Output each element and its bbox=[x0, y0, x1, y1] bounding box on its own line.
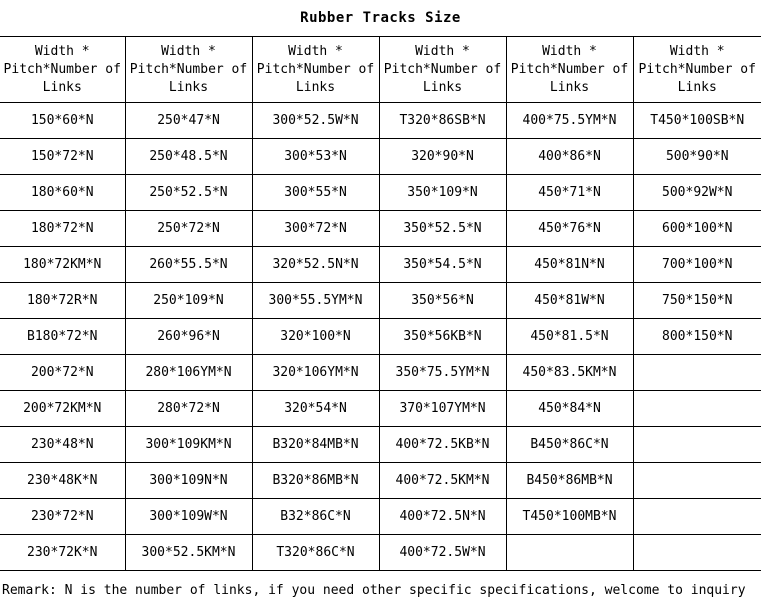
table-cell: 260*55.5*N bbox=[125, 247, 252, 283]
table-cell: 400*86*N bbox=[506, 139, 633, 175]
table-cell: 300*52.5W*N bbox=[252, 103, 379, 139]
table-cell: 450*81W*N bbox=[506, 283, 633, 319]
table-cell: 250*47*N bbox=[125, 103, 252, 139]
table-cell: 350*75.5YM*N bbox=[379, 355, 506, 391]
table-cell bbox=[506, 535, 633, 571]
table-cell: T450*100SB*N bbox=[633, 103, 761, 139]
column-header: Width * Pitch*Number of Links bbox=[252, 37, 379, 103]
table-cell: T320*86SB*N bbox=[379, 103, 506, 139]
table-cell: 600*100*N bbox=[633, 211, 761, 247]
table-cell: B450*86MB*N bbox=[506, 463, 633, 499]
table-cell: 400*72.5KB*N bbox=[379, 427, 506, 463]
remark-note: Remark: N is the number of links, if you need other specific specifications, welcome to inquiry bbox=[2, 583, 746, 598]
table-body bbox=[0, 103, 761, 571]
table-cell: 150*72*N bbox=[0, 139, 125, 175]
table-cell: 250*109*N bbox=[125, 283, 252, 319]
table-cell: 500*90*N bbox=[633, 139, 761, 175]
table-cell: 300*55*N bbox=[252, 175, 379, 211]
table-cell: 750*150*N bbox=[633, 283, 761, 319]
table-cell: 230*72K*N bbox=[0, 535, 125, 571]
table-cell: 300*109N*N bbox=[125, 463, 252, 499]
column-header: Width * Pitch*Number of Links bbox=[125, 37, 252, 103]
table-cell: 320*106YM*N bbox=[252, 355, 379, 391]
table-cell: 180*72R*N bbox=[0, 283, 125, 319]
table-cell: 250*48.5*N bbox=[125, 139, 252, 175]
table-cell: 320*100*N bbox=[252, 319, 379, 355]
table-row bbox=[0, 427, 761, 463]
table-cell: 450*84*N bbox=[506, 391, 633, 427]
table-cell: 300*52.5KM*N bbox=[125, 535, 252, 571]
table-cell: 700*100*N bbox=[633, 247, 761, 283]
table-cell: 180*72KM*N bbox=[0, 247, 125, 283]
table-cell: B320*86MB*N bbox=[252, 463, 379, 499]
table-cell: 350*56KB*N bbox=[379, 319, 506, 355]
column-header: Width * Pitch*Number of Links bbox=[0, 37, 125, 103]
table-cell: 370*107YM*N bbox=[379, 391, 506, 427]
table-cell bbox=[633, 355, 761, 391]
table-cell: 180*60*N bbox=[0, 175, 125, 211]
table-cell: 450*81.5*N bbox=[506, 319, 633, 355]
table-cell: 450*71*N bbox=[506, 175, 633, 211]
table-cell: 350*54.5*N bbox=[379, 247, 506, 283]
table-cell: 230*72*N bbox=[0, 499, 125, 535]
table-cell bbox=[633, 499, 761, 535]
table-cell bbox=[633, 535, 761, 571]
table-cell: T450*100MB*N bbox=[506, 499, 633, 535]
table-cell: 230*48K*N bbox=[0, 463, 125, 499]
table-cell: 280*72*N bbox=[125, 391, 252, 427]
table-cell: 450*83.5KM*N bbox=[506, 355, 633, 391]
table-cell: 350*52.5*N bbox=[379, 211, 506, 247]
table-cell: 300*109KM*N bbox=[125, 427, 252, 463]
table-cell: 300*55.5YM*N bbox=[252, 283, 379, 319]
table-cell: 180*72*N bbox=[0, 211, 125, 247]
table-row bbox=[0, 211, 761, 247]
table-cell: B320*84MB*N bbox=[252, 427, 379, 463]
table-cell: B180*72*N bbox=[0, 319, 125, 355]
table-cell: 450*81N*N bbox=[506, 247, 633, 283]
table-row bbox=[0, 175, 761, 211]
table-cell: 280*106YM*N bbox=[125, 355, 252, 391]
column-header: Width * Pitch*Number of Links bbox=[633, 37, 761, 103]
table-cell: 230*48*N bbox=[0, 427, 125, 463]
table-cell: 300*53*N bbox=[252, 139, 379, 175]
table-cell: 200*72KM*N bbox=[0, 391, 125, 427]
table-cell: 200*72*N bbox=[0, 355, 125, 391]
table-cell: 350*109*N bbox=[379, 175, 506, 211]
header-row bbox=[0, 37, 761, 103]
table-cell: 320*90*N bbox=[379, 139, 506, 175]
table-row bbox=[0, 103, 761, 139]
column-header: Width * Pitch*Number of Links bbox=[506, 37, 633, 103]
table-cell bbox=[633, 391, 761, 427]
table-cell: T320*86C*N bbox=[252, 535, 379, 571]
table-row bbox=[0, 283, 761, 319]
table-row bbox=[0, 355, 761, 391]
table-cell: 500*92W*N bbox=[633, 175, 761, 211]
table-cell: 300*109W*N bbox=[125, 499, 252, 535]
table-cell: 250*72*N bbox=[125, 211, 252, 247]
size-table bbox=[0, 36, 761, 571]
table-cell: B450*86C*N bbox=[506, 427, 633, 463]
table-row bbox=[0, 391, 761, 427]
table-cell: 400*72.5W*N bbox=[379, 535, 506, 571]
table-title: Rubber Tracks Size bbox=[300, 10, 461, 26]
table-cell bbox=[633, 463, 761, 499]
table-cell: 300*72*N bbox=[252, 211, 379, 247]
table-cell: 250*52.5*N bbox=[125, 175, 252, 211]
table-row bbox=[0, 319, 761, 355]
table-row bbox=[0, 139, 761, 175]
table-cell: 400*72.5N*N bbox=[379, 499, 506, 535]
table-cell: 320*52.5N*N bbox=[252, 247, 379, 283]
table-cell: 320*54*N bbox=[252, 391, 379, 427]
table-cell: 400*72.5KM*N bbox=[379, 463, 506, 499]
table-row bbox=[0, 499, 761, 535]
table-cell: 150*60*N bbox=[0, 103, 125, 139]
column-header: Width * Pitch*Number of Links bbox=[379, 37, 506, 103]
table-cell: 400*75.5YM*N bbox=[506, 103, 633, 139]
table-cell: 350*56*N bbox=[379, 283, 506, 319]
table-row bbox=[0, 463, 761, 499]
table-row bbox=[0, 247, 761, 283]
table-row bbox=[0, 535, 761, 571]
table-cell bbox=[633, 427, 761, 463]
table-cell: 260*96*N bbox=[125, 319, 252, 355]
table-cell: 800*150*N bbox=[633, 319, 761, 355]
table-cell: 450*76*N bbox=[506, 211, 633, 247]
table-cell: B32*86C*N bbox=[252, 499, 379, 535]
